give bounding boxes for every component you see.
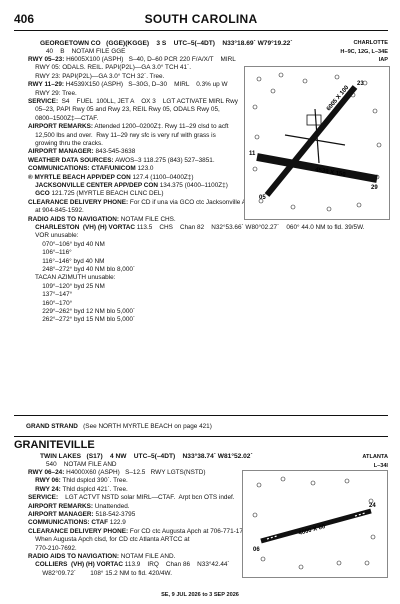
info-line-text: 121.725 (MYRTLE BEACH CLNC DEL) [49,190,164,198]
info-line-text: 106°–116° [28,249,72,257]
info-line [28,241,105,249]
info-line [28,148,135,156]
info-line [28,56,236,64]
info-line [28,528,252,536]
info-line-text: 05–23, PAPI Rwy 05 and Rwy 23, REIL Rwy 05, ODALS Rwy 05, [28,106,220,114]
grand-strand-ref: (See NORTH MYRTLE BEACH on page 421) [83,423,212,430]
info-line-label: RWY 24: [28,485,61,493]
info-line-text: H4000X60 (ASPH) S–12.5 RWY LGTS(NSTD) [64,469,206,476]
info-line-label: RWY 06: [28,477,61,485]
info-line [28,224,365,232]
info-line-text: growing thru the cracks. [28,140,103,147]
page-number: 406 [14,12,35,26]
info-line-text: VOR unusable: [28,232,79,240]
info-line-text: 134.375 (0400–1100Z‡) [157,182,228,189]
info-line-text: 262°–272° byd 15 NM blo 5,000´ [28,316,136,324]
info-line-text: W82°09.72´ 108° 15.2 NM to fld. 420/4W. [28,569,172,577]
info-line [28,64,191,72]
info-line [28,106,220,114]
info-line [28,140,103,148]
info-line [28,283,105,291]
grand-strand-entry [26,423,212,431]
info-line-text: Attended 1200–0200Z‡. Rwy 11–29 clsd to acft [92,123,229,131]
header-rule [14,30,388,31]
info-line-text: 113.5 CHS Chan 82 N32°53.66´ W80°02.27´ 060° 44.0 NM to fld. 39/5W. [134,224,365,231]
georgetown-airport-diagram [244,66,390,220]
info-line [28,561,230,569]
info-line-label: ® MYRTLE BEACH APP/DEP CON [28,173,131,181]
info-line-text: For CD if una via GCO ctc Jacksonville ARTCC [128,198,264,206]
info-line-label: RADIO AIDS TO NAVIGATION: [28,215,120,223]
twin-lakes-title: TWIN LAKES (S17) 4 NW UTC–5(–4DT) N33°38.74´ W81°52.02´ [40,453,253,460]
info-line-text: 137°–147° [28,291,73,299]
info-line [28,216,176,224]
info-line [28,232,78,240]
info-line-text: Thld dsplcd 421´. Tree. [60,485,128,493]
info-line [28,316,135,324]
info-line [28,199,264,207]
info-line-text: at 904-845-1592. [28,207,84,215]
page-header [14,12,388,28]
info-line [28,494,235,502]
info-line-label: SERVICE: [28,494,59,502]
info-line-text: 070°–106° byd 40 NM [28,240,105,248]
twin-lakes-charts: L–34I [373,463,388,469]
runway-05-23 [267,87,355,195]
info-line [28,291,72,299]
rwy-11-29-dim: 4539 X 150 [314,167,346,179]
twin-lakes-elev: 540 NOTAM FILE AND [46,461,117,468]
twin-lakes-city: ATLANTA [362,454,388,460]
info-line-text: RWY 05: ODALS. REIL. PAPI(P2L)—GA 3.0° TCH 41´. [28,64,191,72]
grand-strand-name: GRAND STRAND [26,423,78,430]
info-line-label: RWY 11–29: [28,81,64,89]
info-line-text: 0800–1500Z‡—CTAF. [28,114,99,122]
info-line-label: AIRPORT REMARKS: [28,123,93,131]
rwy-06-24-dim: 4000 X 60 [297,524,326,537]
georgetown-title: GEORGETOWN CO (GGE)(KGGE) 3 S UTC–5(–4DT) N33°18.69´ W79°19.22´ [40,40,293,47]
rwy-05-label: 05 [259,195,266,201]
section-divider-1 [14,415,388,416]
georgetown-elev: 40 B NOTAM FILE GGE [46,48,126,55]
graniteville-section-title: GRANITEVILLE [14,439,95,451]
info-line-label: COMMUNICATIONS: CTAF/UNICOM [28,165,136,173]
info-line-text: LGT ACTVT NSTD solar MIRL—CTAF. Arpt bcn OTS indef. [58,494,235,502]
info-line-text: AWOS–3 118.275 (843) 527–3851. [113,156,215,164]
info-line-text: S4 FUEL 100LL, JET A OX 3 LGT ACTIVATE MIRL Rwy [58,98,238,105]
info-line-text: TACAN AZIMUTH unusable: [28,274,116,282]
info-line-text: When Augusta Apch clsd, for CD ctc Atlanta ARTCC at [28,536,190,544]
info-line-text: 109°–120° byd 25 NM [28,282,105,290]
info-line-text: 123.0 [135,165,154,173]
info-line [28,477,128,485]
info-line [28,545,77,553]
info-line [28,98,238,106]
tree-symbols [253,477,375,569]
info-line-label: SERVICE: [28,98,59,105]
rwy-29-label: 29 [371,185,378,191]
twin-lakes-airport-diagram [242,470,388,578]
page-footer: SE, 9 JUL 2026 to 3 SEP 2026 [161,592,239,598]
info-line [28,469,205,477]
info-line [28,274,115,282]
state-title: SOUTH CAROLINA [144,12,258,26]
info-line [28,90,77,98]
info-line-text: 770-210-7692. [28,544,77,552]
info-line-text: Thld dsplcd 390´. Tree. [60,477,128,485]
info-line-text: 12,500 lbs and over. Rwy 11–29 rwy sfc is very ruf with grass is [28,131,216,139]
section-divider-2 [14,436,388,437]
info-line-text: 113.9 IRQ Chan 86 N33°42.44´ [123,561,230,569]
info-line-text: H6005X100 (ASPH) S–40, D–60 PCR 220 F/A/X/T MIRL [64,56,236,63]
info-line-label: COLLIERS (VH) (H) VORTAC [28,561,124,569]
info-line-text: 229°–262° byd 12 NM blo 5,000´ [28,308,136,315]
info-line [28,519,126,527]
info-line [28,486,128,494]
info-line [28,190,164,198]
info-line [28,570,172,578]
info-line-text: NOTAM FILE CHS. [119,215,176,223]
info-line-label: GCO [28,190,50,198]
rwy-05-23-dim: 6005 X 100 [325,84,351,113]
info-line-text: For CD ctc Augusta Apch at 706-771-1777. [128,527,252,535]
rwy-06-label: 06 [253,547,260,553]
info-line [28,207,84,215]
info-line [28,553,175,561]
info-line-label: RWY 05–23: [28,56,65,63]
info-line [28,308,135,316]
info-line-label: CLEARANCE DELIVERY PHONE: [28,527,129,535]
info-line-label: JACKSONVILLE CENTER APP/DEP CON [28,182,158,189]
info-line [28,165,153,173]
info-line-text: NOTAM FILE AND. [119,553,176,560]
info-line [28,123,229,131]
info-line [28,511,135,519]
info-line-label: AIRPORT MANAGER: [28,511,94,518]
info-line [28,115,98,123]
info-line-text: 127.4 (1100–0400Z‡) [130,173,194,181]
info-line [28,266,135,274]
info-line [28,249,72,257]
info-line [28,132,216,140]
info-line [28,157,215,165]
info-line-text: 160°–170° [28,299,73,307]
info-line [28,73,164,81]
georgetown-city: CHARLOTTE [353,40,388,46]
info-line-text: Unattended. [92,502,130,510]
info-line [28,81,228,89]
info-line [28,258,104,266]
rwy-11-label: 11 [249,151,256,157]
georgetown-charts: H–9C, 12G, L–34E [340,49,388,55]
info-line-label: WEATHER DATA SOURCES: [28,156,114,164]
info-line-text: 843-545-3638 [93,148,136,156]
info-line-label: RADIO AIDS TO NAVIGATION: [28,553,120,560]
info-line-text: 122.9 [108,519,126,527]
info-line-text: 116°–146° byd 40 NM [28,257,105,265]
info-line-text: 518-542-3795 [93,511,136,518]
info-line-label: COMMUNICATIONS: CTAF [28,519,108,527]
info-line [28,182,228,190]
info-line-label: CLEARANCE DELIVERY PHONE: [28,198,129,206]
info-line [28,536,190,544]
info-line [28,503,130,511]
apron [307,115,321,125]
info-line-text: RWY 29: Tree. [28,89,77,97]
info-line-label: AIRPORT MANAGER: [28,148,94,156]
info-line-label: CHARLESTON (VH) (H) VORTAC [28,224,135,231]
rwy-24-label: 24 [369,503,376,509]
info-line-label: AIRPORT REMARKS: [28,502,93,510]
info-line [28,300,72,308]
georgetown-iap: IAP [378,57,388,63]
info-line-text: RWY 23: PAPI(P2L)—GA 3.0° TCH 32´. Tree. [28,72,165,80]
info-line [28,174,194,182]
rwy-23-label: 23 [357,81,364,87]
info-line-label: RWY 06–24: [28,469,65,476]
info-line-text: 248°–272° byd 40 NM blo 8,000´ [28,266,136,273]
info-line-text: H4539X150 (ASPH) S–30G, D–30 MIRL 0.3% up W [64,81,228,89]
